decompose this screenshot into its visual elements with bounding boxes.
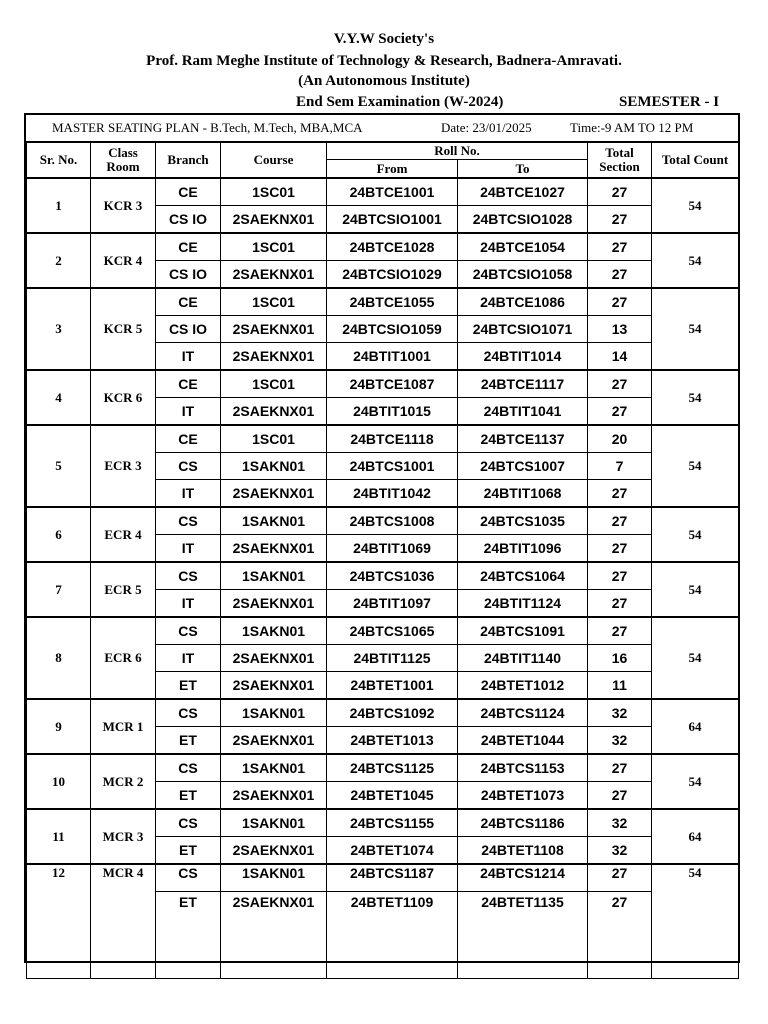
total-section-cell: 27	[588, 178, 652, 206]
sr-no-cell: 2	[27, 233, 91, 288]
class-room-cell: MCR 2	[91, 754, 156, 809]
class-room-cell: ECR 5	[91, 562, 156, 617]
course-cell: 1SAKN01	[221, 754, 327, 782]
roll-from-cell: 24BTET1109	[327, 892, 458, 979]
branch-cell: CS IO	[156, 316, 221, 343]
roll-to-cell: 24BTCE1027	[458, 178, 588, 206]
branch-cell: CS	[156, 864, 221, 892]
exam-date: Date: 23/01/2025	[441, 120, 532, 135]
roll-from-cell: 24BTET1074	[327, 837, 458, 865]
roll-from-cell: 24BTCS1036	[327, 562, 458, 590]
table-row	[27, 699, 739, 727]
branch-cell: ET	[156, 782, 221, 810]
branch-cell: IT	[156, 343, 221, 371]
branch-cell: CE	[156, 425, 221, 453]
total-section-cell: 32	[588, 809, 652, 837]
col-header-from: From	[327, 160, 458, 179]
col-header-to: To	[458, 160, 588, 179]
total-count-cell: 54	[652, 233, 739, 288]
course-cell: 2SAEKNX01	[221, 645, 327, 672]
total-section-cell: 16	[588, 645, 652, 672]
class-room-cell: KCR 5	[91, 288, 156, 370]
total-count-cell: 64	[652, 699, 739, 754]
roll-from-cell: 24BTIT1042	[327, 480, 458, 508]
total-section-cell: 27	[588, 864, 652, 892]
course-cell: 2SAEKNX01	[221, 892, 327, 979]
roll-to-cell: 24BTIT1140	[458, 645, 588, 672]
roll-from-cell: 24BTCE1055	[327, 288, 458, 316]
plan-title: MASTER SEATING PLAN - B.Tech, M.Tech, MBA,MCA	[52, 120, 363, 135]
course-cell: 1SC01	[221, 425, 327, 453]
roll-to-cell: 24BTCS1091	[458, 617, 588, 645]
branch-cell: CS	[156, 754, 221, 782]
roll-to-cell: 24BTCE1137	[458, 425, 588, 453]
sr-no-cell: 8	[27, 617, 91, 699]
total-section-cell: 7	[588, 453, 652, 480]
roll-to-cell: 24BTCSIO1028	[458, 206, 588, 234]
roll-from-cell: 24BTCS1065	[327, 617, 458, 645]
roll-to-cell: 24BTCE1117	[458, 370, 588, 398]
branch-cell: CS IO	[156, 261, 221, 289]
exam-time: Time:-9 AM TO 12 PM	[570, 120, 694, 135]
roll-to-cell: 24BTCS1007	[458, 453, 588, 480]
class-room-cell: KCR 3	[91, 178, 156, 233]
total-count-cell: 54	[652, 864, 739, 979]
class-room-cell: MCR 3	[91, 809, 156, 864]
course-cell: 1SAKN01	[221, 617, 327, 645]
roll-to-cell: 24BTCE1054	[458, 233, 588, 261]
roll-to-cell: 24BTIT1124	[458, 590, 588, 618]
total-count-cell: 64	[652, 809, 739, 864]
total-section-cell: 27	[588, 480, 652, 508]
branch-cell: CE	[156, 370, 221, 398]
branch-cell: CE	[156, 288, 221, 316]
seating-plan-sheet	[24, 113, 740, 963]
branch-cell: CE	[156, 233, 221, 261]
col-header-class-room: Class Room	[91, 142, 156, 179]
roll-from-cell: 24BTCS1125	[327, 754, 458, 782]
total-section-cell: 27	[588, 754, 652, 782]
sr-no-cell: 5	[27, 425, 91, 507]
autonomous-note: (An Autonomous Institute)	[298, 73, 470, 89]
class-room-cell: KCR 6	[91, 370, 156, 425]
institute-name: Prof. Ram Meghe Institute of Technology & Research, Badnera-Amravati.	[146, 53, 622, 69]
roll-to-cell: 24BTET1044	[458, 727, 588, 755]
sr-no-cell: 4	[27, 370, 91, 425]
course-cell: 2SAEKNX01	[221, 837, 327, 865]
total-count-cell: 54	[652, 754, 739, 809]
branch-cell: IT	[156, 535, 221, 563]
roll-from-cell: 24BTET1013	[327, 727, 458, 755]
class-room-cell: KCR 4	[91, 233, 156, 288]
sr-no-cell: 9	[27, 699, 91, 754]
sr-no-cell: 6	[27, 507, 91, 562]
total-section-cell: 27	[588, 288, 652, 316]
roll-to-cell: 24BTCS1124	[458, 699, 588, 727]
roll-from-cell: 24BTCS1155	[327, 809, 458, 837]
total-section-cell: 27	[588, 370, 652, 398]
course-cell: 1SAKN01	[221, 699, 327, 727]
course-cell: 1SC01	[221, 288, 327, 316]
total-count-cell: 54	[652, 425, 739, 507]
branch-cell: CS	[156, 699, 221, 727]
table-row	[27, 809, 739, 837]
sr-no-cell: 10	[27, 754, 91, 809]
course-cell: 1SAKN01	[221, 507, 327, 535]
total-section-cell: 27	[588, 562, 652, 590]
class-room-cell: ECR 4	[91, 507, 156, 562]
branch-cell: ET	[156, 892, 221, 979]
roll-from-cell: 24BTCE1028	[327, 233, 458, 261]
roll-to-cell: 24BTCS1035	[458, 507, 588, 535]
roll-to-cell: 24BTIT1041	[458, 398, 588, 426]
roll-to-cell: 24BTET1012	[458, 672, 588, 700]
course-cell: 1SAKN01	[221, 562, 327, 590]
total-section-cell: 11	[588, 672, 652, 700]
course-cell: 1SAKN01	[221, 453, 327, 480]
total-count-cell: 54	[652, 288, 739, 370]
col-header-total-section: Total Section	[588, 142, 652, 179]
branch-cell: IT	[156, 398, 221, 426]
sr-no-cell: 7	[27, 562, 91, 617]
branch-cell: CS	[156, 562, 221, 590]
roll-from-cell: 24BTIT1125	[327, 645, 458, 672]
table-row	[27, 288, 739, 316]
exam-title: End Sem Examination (W-2024)	[296, 94, 504, 110]
roll-to-cell: 24BTCSIO1058	[458, 261, 588, 289]
table-row	[27, 233, 739, 261]
total-section-cell: 32	[588, 727, 652, 755]
roll-from-cell: 24BTIT1001	[327, 343, 458, 371]
total-section-cell: 27	[588, 892, 652, 979]
roll-to-cell: 24BTCSIO1071	[458, 316, 588, 343]
roll-to-cell: 24BTET1135	[458, 892, 588, 979]
class-room-cell: ECR 3	[91, 425, 156, 507]
col-header-sr-no: Sr. No.	[27, 142, 91, 179]
sr-no-cell: 12	[27, 864, 91, 979]
total-section-cell: 14	[588, 343, 652, 371]
table-row	[27, 425, 739, 453]
roll-from-cell: 24BTCSIO1059	[327, 316, 458, 343]
total-section-cell: 20	[588, 425, 652, 453]
course-cell: 1SC01	[221, 233, 327, 261]
branch-cell: CS IO	[156, 206, 221, 234]
roll-to-cell: 24BTCE1086	[458, 288, 588, 316]
col-header-roll-no: Roll No.	[327, 142, 588, 160]
total-count-cell: 54	[652, 562, 739, 617]
branch-cell: CE	[156, 178, 221, 206]
course-cell: 1SAKN01	[221, 809, 327, 837]
total-section-cell: 27	[588, 782, 652, 810]
roll-from-cell: 24BTIT1015	[327, 398, 458, 426]
table-row	[27, 617, 739, 645]
col-header-total-count: Total Count	[652, 142, 739, 179]
roll-from-cell: 24BTCSIO1029	[327, 261, 458, 289]
roll-to-cell: 24BTCS1186	[458, 809, 588, 837]
branch-cell: IT	[156, 645, 221, 672]
total-section-cell: 27	[588, 535, 652, 563]
course-cell: 1SC01	[221, 178, 327, 206]
roll-to-cell: 24BTIT1096	[458, 535, 588, 563]
total-count-cell: 54	[652, 617, 739, 699]
sr-no-cell: 3	[27, 288, 91, 370]
total-section-cell: 27	[588, 590, 652, 618]
roll-from-cell: 24BTCE1001	[327, 178, 458, 206]
sr-no-cell: 11	[27, 809, 91, 864]
roll-from-cell: 24BTET1001	[327, 672, 458, 700]
branch-cell: ET	[156, 837, 221, 865]
table-row	[27, 507, 739, 535]
course-cell: 2SAEKNX01	[221, 206, 327, 234]
branch-cell: CS	[156, 617, 221, 645]
roll-to-cell: 24BTCS1064	[458, 562, 588, 590]
class-room-cell: ECR 6	[91, 617, 156, 699]
roll-from-cell: 24BTET1045	[327, 782, 458, 810]
society-name: V.Y.W Society's	[333, 31, 435, 47]
course-cell: 2SAEKNX01	[221, 672, 327, 700]
branch-cell: CS	[156, 507, 221, 535]
course-cell: 2SAEKNX01	[221, 782, 327, 810]
course-cell: 2SAEKNX01	[221, 590, 327, 618]
sr-no-cell: 1	[27, 178, 91, 233]
branch-cell: ET	[156, 727, 221, 755]
table-row	[27, 864, 739, 892]
total-count-cell: 54	[652, 178, 739, 233]
roll-from-cell: 24BTCS1008	[327, 507, 458, 535]
roll-to-cell: 24BTIT1014	[458, 343, 588, 371]
col-header-course: Course	[221, 142, 327, 179]
roll-from-cell: 24BTIT1097	[327, 590, 458, 618]
total-section-cell: 13	[588, 316, 652, 343]
roll-from-cell: 24BTCS1092	[327, 699, 458, 727]
course-cell: 2SAEKNX01	[221, 398, 327, 426]
course-cell: 1SAKN01	[221, 864, 327, 892]
total-count-cell: 54	[652, 507, 739, 562]
total-section-cell: 27	[588, 261, 652, 289]
course-cell: 2SAEKNX01	[221, 316, 327, 343]
roll-from-cell: 24BTCS1001	[327, 453, 458, 480]
col-header-branch: Branch	[156, 142, 221, 179]
table-row	[27, 178, 739, 206]
seating-table-body	[27, 178, 739, 979]
total-section-cell: 27	[588, 617, 652, 645]
total-count-cell: 54	[652, 370, 739, 425]
roll-from-cell: 24BTCE1087	[327, 370, 458, 398]
course-cell: 2SAEKNX01	[221, 480, 327, 508]
branch-cell: CS	[156, 809, 221, 837]
course-cell: 1SC01	[221, 370, 327, 398]
total-section-cell: 27	[588, 206, 652, 234]
course-cell: 2SAEKNX01	[221, 535, 327, 563]
branch-cell: ET	[156, 672, 221, 700]
roll-to-cell: 24BTIT1068	[458, 480, 588, 508]
seating-table	[26, 141, 739, 979]
table-row	[27, 370, 739, 398]
branch-cell: IT	[156, 590, 221, 618]
roll-to-cell: 24BTCS1214	[458, 864, 588, 892]
total-section-cell: 32	[588, 699, 652, 727]
table-row	[27, 754, 739, 782]
roll-to-cell: 24BTET1108	[458, 837, 588, 865]
roll-from-cell: 24BTCSIO1001	[327, 206, 458, 234]
table-row	[27, 562, 739, 590]
roll-to-cell: 24BTCS1153	[458, 754, 588, 782]
roll-from-cell: 24BTCE1118	[327, 425, 458, 453]
total-section-cell: 27	[588, 398, 652, 426]
course-cell: 2SAEKNX01	[221, 261, 327, 289]
course-cell: 2SAEKNX01	[221, 727, 327, 755]
class-room-cell: MCR 4	[91, 864, 156, 979]
class-room-cell: MCR 1	[91, 699, 156, 754]
master-plan-bar	[26, 115, 738, 143]
total-section-cell: 27	[588, 507, 652, 535]
course-cell: 2SAEKNX01	[221, 343, 327, 371]
roll-from-cell: 24BTIT1069	[327, 535, 458, 563]
roll-to-cell: 24BTET1073	[458, 782, 588, 810]
semester-label: SEMESTER - I	[619, 94, 720, 110]
branch-cell: CS	[156, 453, 221, 480]
total-section-cell: 32	[588, 837, 652, 865]
branch-cell: IT	[156, 480, 221, 508]
total-section-cell: 27	[588, 233, 652, 261]
roll-from-cell: 24BTCS1187	[327, 864, 458, 892]
